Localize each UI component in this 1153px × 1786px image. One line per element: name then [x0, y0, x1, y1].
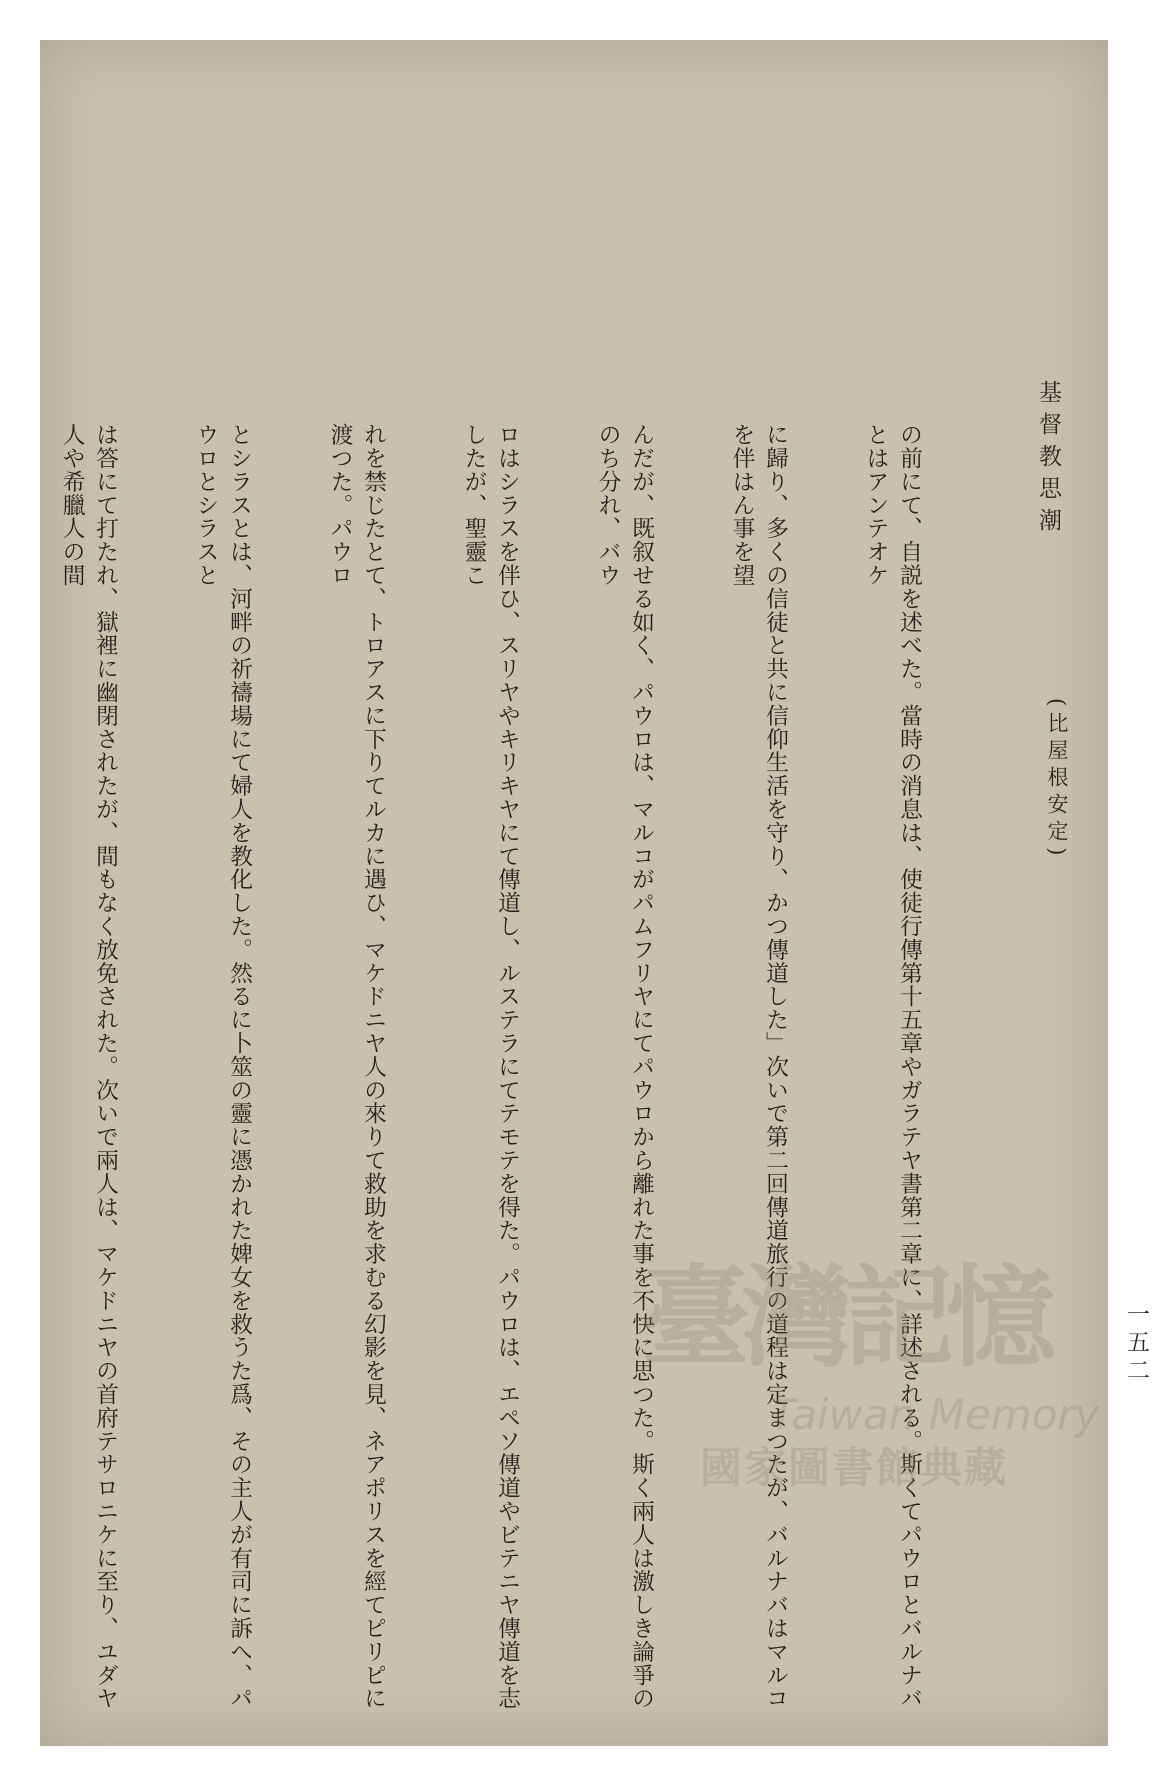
library-watermark: [640, 1230, 1110, 1492]
watermark-english-text: Taiwan Memory: [770, 1390, 1100, 1439]
text-line: んだが、既叙せる如く、パウロは、マルコがパムフリヤにてパウロから離れた事を不快に思つた。斯く兩人は激しき論爭ののち分れ、バウ: [594, 423, 654, 1710]
watermark-main-text: 臺灣記憶: [640, 1253, 1048, 1382]
text-line: は答にて打たれ、獄裡に幽閉されたが、間もなく放免された。次いで兩人は、マケドニヤの首府テサロニケに至り、ユダヤ人や希臘人の間: [58, 423, 118, 1710]
text-line: れを禁じたとて、トロアスに下りてルカに遇ひ、マケドニヤ人の來りて救助を求むる幻影を見、ネアポリスを經てピリピに渡つた。パウロ: [326, 423, 386, 1710]
watermark-sub-text: 國家圖書館典藏: [700, 1443, 1009, 1492]
text-line: の前にて、自説を述べた。當時の消息は、使徒行傳第十五章やガラテヤ書第二章に、詳述される。斯くてパウロとバルナバとはアンテオケ: [862, 423, 922, 1710]
body-text: [58, 423, 992, 1723]
document-page: [40, 40, 1149, 1746]
running-header-title: 基督教思潮: [1035, 380, 1061, 540]
page-number: 一五二: [1123, 1302, 1149, 1386]
text-line: ロはシラスを伴ひ、スリヤやキリキヤにて傳道し、ルステラにてテモテを得た。パウロは、エペソ傳道やビテニヤ傳道を志したが、聖靈こ: [460, 423, 520, 1710]
running-header-author: (比屋根安定): [1045, 698, 1069, 862]
text-line: に歸り、多くの信徒と共に信仰生活を守り、かつ傳道した」次いで第二回傳道旅行の道程は定まつたが、バルナバはマルコを伴はん事を望: [728, 423, 788, 1710]
text-line: とシラスとは、河畔の祈禱場にて婦人を教化した。然るに卜筮の靈に憑かれた婢女を救うた爲、その主人が有司に訴へ、パウロとシラスと: [192, 423, 252, 1710]
